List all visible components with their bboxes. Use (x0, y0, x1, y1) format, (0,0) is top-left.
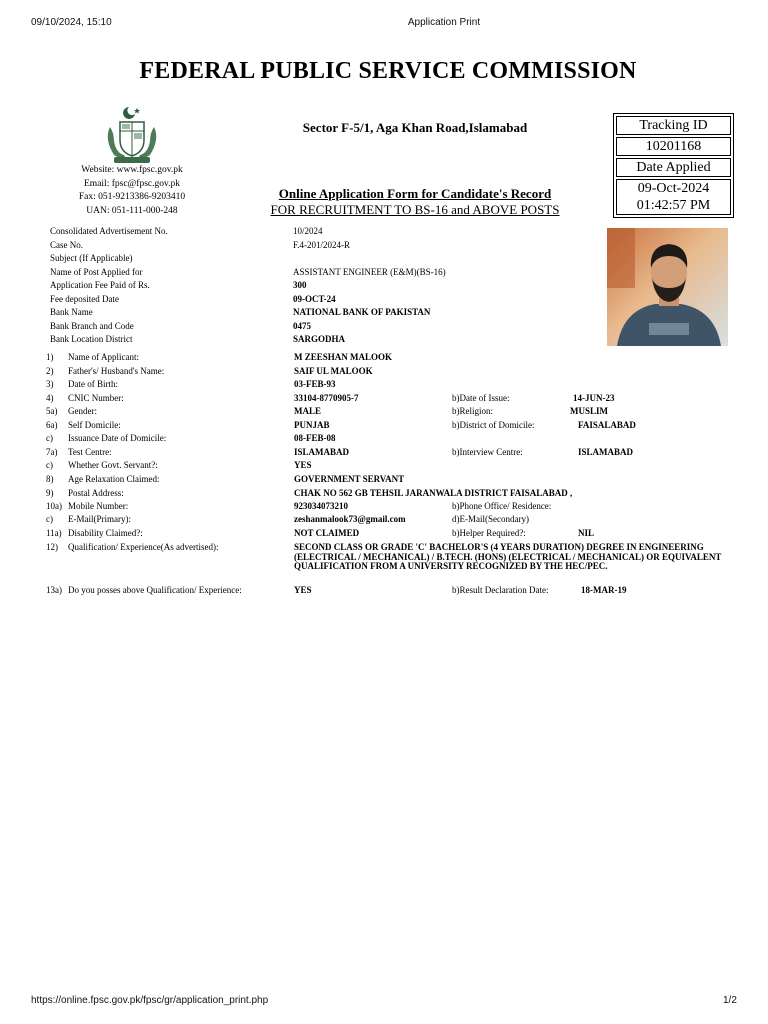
bank-district-value: SARGODHA (293, 334, 346, 344)
test-centre-value: ISLAMABAD (294, 447, 350, 457)
fee-value: 300 (293, 280, 307, 290)
result-date-label: b)Result Declaration Date: (452, 585, 549, 595)
dob-value: 03-FEB-93 (294, 379, 336, 389)
age-relaxation-label: Age Relaxation Claimed: (68, 474, 160, 484)
interview-centre-label: b)Interview Centre: (452, 447, 523, 457)
applicant-name-value: M ZEESHAN MALOOK (294, 352, 393, 362)
bank-name-label: Bank Name (50, 307, 93, 317)
row-number: 2) (46, 366, 54, 376)
bank-name-value: NATIONAL BANK OF PAKISTAN (293, 307, 431, 317)
age-relaxation-value: GOVERNMENT SERVANT (294, 474, 405, 484)
cnic-label: CNIC Number: (68, 393, 124, 403)
father-name-value: SAIF UL MALOOK (294, 366, 373, 376)
row-number: 8) (46, 474, 54, 484)
domicile-date-value: 08-FEB-08 (294, 433, 336, 443)
advert-value: 10/2024 (293, 226, 323, 236)
row-number: c) (46, 433, 53, 443)
father-name-label: Father's/ Husband's Name: (68, 366, 165, 376)
email-primary-value: zeshanmalook73@gmail.com (294, 514, 406, 524)
fax-text: Fax: 051-9213386-9203410 (78, 192, 186, 202)
email-secondary-label: d)E-Mail(Secondary) (452, 514, 529, 524)
address: Sector F-5/1, Aga Khan Road,Islamabad (302, 120, 528, 135)
post-label: Name of Post Applied for (50, 267, 143, 277)
interview-centre-value: ISLAMABAD (578, 447, 634, 457)
row-number: 4) (46, 393, 54, 403)
fee-date-label: Fee deposited Date (50, 294, 119, 304)
case-no-label: Case No. (50, 240, 83, 250)
email-text: Email: fpsc@fpsc.gov.pk (84, 179, 180, 189)
bank-branch-label: Bank Branch and Code (50, 321, 134, 331)
qualification-value: SECOND CLASS OR GRADE 'C' BACHELOR'S (4 YEARS DURATION) DEGREE IN ENGINEERING (ELECTRICAL / MECHANICAL) / B.TECH. (HONS) (ELECTRICAL / MECHANICAL) OR EQUIVALENT QUALIFICATION FROM A UNIVERSITY RECOGNIZED BY THE HEC/PEC. (294, 542, 722, 571)
print-page-number: 1/2 (723, 995, 737, 1006)
phone-office-label: b)Phone Office/ Residence: (452, 501, 552, 511)
candidate-photo (607, 228, 728, 346)
row-number: 13a) (46, 585, 62, 595)
gender-label: Gender: (68, 406, 97, 416)
date-of-issue-label: b)Date of Issue: (452, 393, 510, 403)
form-subtitle: FOR RECRUITMENT TO BS-16 and ABOVE POSTS (270, 202, 560, 217)
print-page-title: Application Print (407, 17, 481, 28)
post-value: ASSISTANT ENGINEER (E&M)(BS-16) (293, 267, 446, 277)
website-text: Website: www.fpsc.gov.pk (81, 165, 183, 175)
state-emblem-icon (100, 105, 164, 165)
domicile-date-label: Issuance Date of Domicile: (68, 433, 167, 443)
self-domicile-label: Self Domicile: (68, 420, 121, 430)
postal-address-value: CHAK NO 562 GB TEHSIL JARANWALA DISTRICT FAISALABAD , (294, 488, 573, 498)
email-primary-label: E-Mail(Primary): (68, 514, 131, 524)
print-datetime: 09/10/2024, 15:10 (31, 17, 112, 28)
row-number: c) (46, 460, 53, 470)
row-number: 11a) (46, 528, 62, 538)
print-url: https://online.fpsc.gov.pk/fpsc/gr/application_print.php (31, 995, 269, 1006)
row-number: 1) (46, 352, 54, 362)
row-number: 7a) (46, 447, 58, 457)
row-number: 9) (46, 488, 54, 498)
disability-label: Disability Claimed?: (68, 528, 143, 538)
subject-label: Subject (If Applicable) (50, 253, 133, 263)
helper-required-value: NIL (578, 528, 595, 538)
row-number: 10a) (46, 501, 62, 511)
dob-label: Date of Birth: (68, 379, 118, 389)
advert-label: Consolidated Advertisement No. (50, 226, 168, 236)
date-applied-time: 01:42:57 PM (636, 198, 711, 213)
row-number: 12) (46, 542, 58, 552)
tracking-id-label: Tracking ID (616, 116, 731, 135)
date-of-issue-value: 14-JUN-23 (573, 393, 615, 403)
org-title: FEDERAL PUBLIC SERVICE COMMISSION (139, 58, 637, 84)
religion-label: b)Religion: (452, 406, 493, 416)
row-number: 3) (46, 379, 54, 389)
case-no-value: F.4-201/2024-R (293, 240, 351, 250)
gender-value: MALE (294, 406, 321, 416)
posses-qualification-value: YES (294, 585, 312, 595)
qualification-label: Qualification/ Experience(As advertised): (68, 542, 219, 552)
row-number: c) (46, 514, 53, 524)
fee-date-value: 09-OCT-24 (293, 294, 336, 304)
date-applied-label: Date Applied (616, 158, 731, 177)
bank-district-label: Bank Location District (50, 334, 133, 344)
helper-required-label: b)Helper Required?: (452, 528, 526, 538)
tracking-id-value: 10201168 (616, 137, 731, 156)
tracking-box (613, 113, 734, 218)
posses-qualification-label: Do you posses above Qualification/ Experience: (68, 585, 242, 595)
date-applied-date: 09-Oct-2024 (637, 181, 710, 196)
mobile-value: 923034073210 (294, 501, 348, 511)
date-applied-value (616, 179, 731, 215)
govt-servant-label: Whether Govt. Servant?: (68, 460, 158, 470)
uan-text: UAN: 051-111-000-248 (86, 206, 178, 216)
bank-branch-value: 0475 (293, 321, 311, 331)
disability-value: NOT CLAIMED (294, 528, 360, 538)
result-date-value: 18-MAR-19 (581, 585, 627, 595)
form-title: Online Application Form for Candidate's Record (278, 186, 552, 201)
row-number: 5a) (46, 406, 58, 416)
row-number: 6a) (46, 420, 58, 430)
district-domicile-label: b)District of Domicile: (452, 420, 535, 430)
self-domicile-value: PUNJAB (294, 420, 330, 430)
test-centre-label: Test Centre: (68, 447, 112, 457)
applicant-name-label: Name of Applicant: (68, 352, 139, 362)
mobile-label: Mobile Number: (68, 501, 129, 511)
cnic-value: 33104-8770905-7 (294, 393, 359, 403)
fee-label: Application Fee Paid of Rs. (50, 280, 150, 290)
religion-value: MUSLIM (570, 406, 608, 416)
postal-address-label: Postal Address: (68, 488, 124, 498)
govt-servant-value: YES (294, 460, 312, 470)
district-domicile-value: FAISALABAD (578, 420, 636, 430)
